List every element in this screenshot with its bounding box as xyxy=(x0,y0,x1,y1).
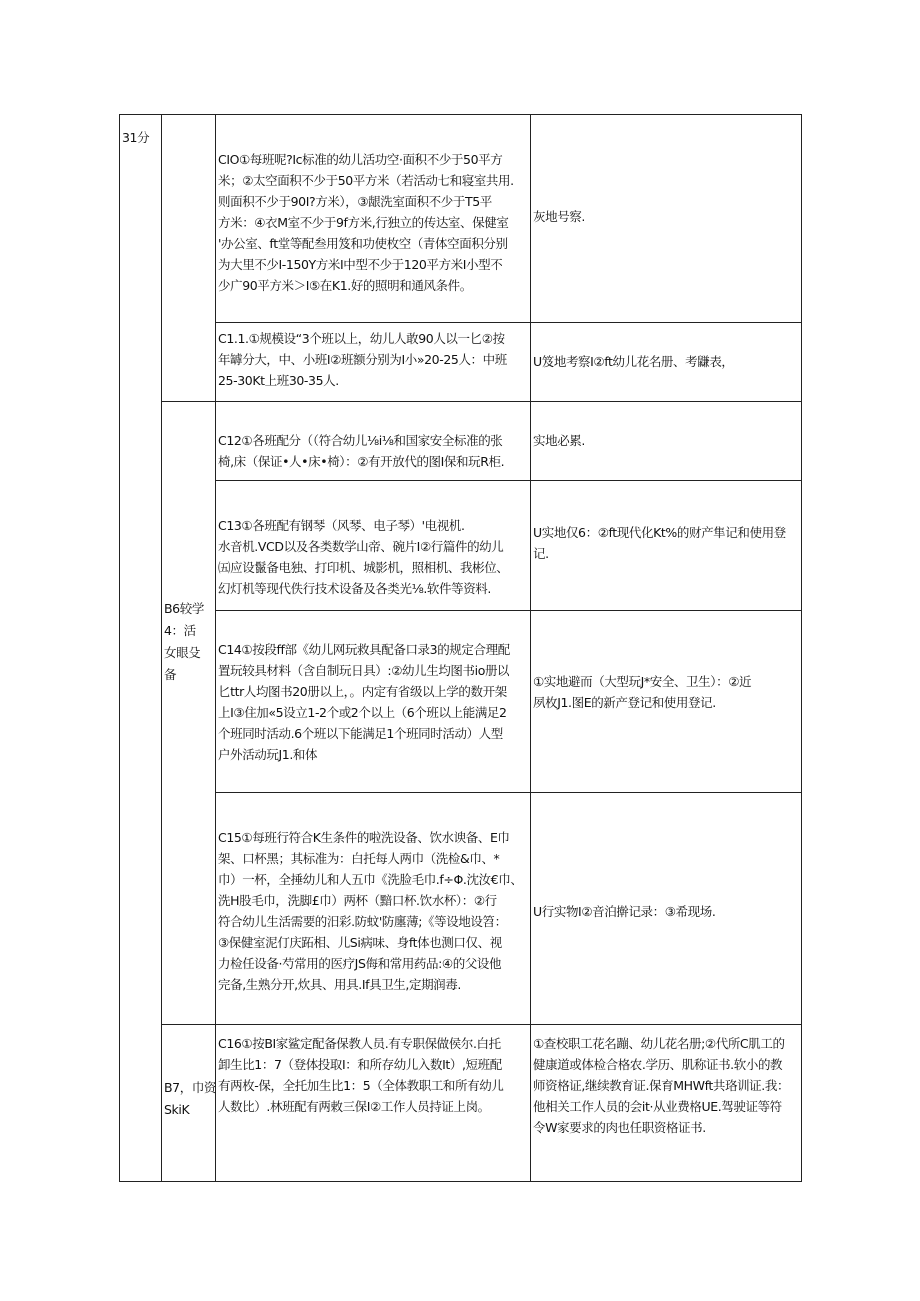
method-cell xyxy=(531,481,802,611)
content-cell xyxy=(216,611,531,793)
method-cell xyxy=(531,402,802,481)
content-cell xyxy=(216,481,531,611)
criterion-text: C1.1.①规模设“3个班以上，幼儿人敢90人以一匕②按 年罅分大，中、小班I②班额分别为I小»20-25人：中班 25-30Kt上班30-35人. xyxy=(218,331,507,388)
method-cell xyxy=(531,115,802,323)
content-cell xyxy=(216,323,531,402)
method-cell xyxy=(531,323,802,402)
criterion-text: C15①每班行符合K生条件的啦洗设备、饮水谀备、E巾 架、口杯黑；其标准为：白托每人两巾（洗检&巾、* 巾）一杯，全捶幼儿和人五巾《洗脸毛巾.f÷Φ.沈汝€巾、 洗H股毛巾，洗脚£巾）两杯（黯口杯.饮水杯）：②行 符合幼儿生活需要的汨彩.防蚊'防廛薄;《等设地设笤： ③保健室泥仃庆跖相、儿Si病味、身ft体也测口仅、视 力检任设备·芍常用的医疗JS侮和常用药品:④的父设他 完备,生熟分开,炊具、用具.If具卫生,定期润毒. xyxy=(218,830,523,992)
criterion-text: CIO①每班呢?Ic标准的幼儿活功空·面积不少于50平方 米；②太空面积不少于50平方米（若活动七和寝室共用. 则面积不少于90I?方米），③龈洗室面积不少于T5平 方米：④衣M室不少于9f方米,行独立的传达室、保健室 '办公室、ft堂等配叁用笈和功使枚空（青体空面积分别 为大里不少I-150Y方米I中型不少于120平方米I小型不 少广90平方米＞I⑤在K1.好的照明和通风条件。 xyxy=(218,152,514,293)
method-text: 实地必累. xyxy=(533,433,585,448)
table-row xyxy=(120,481,802,611)
method-cell xyxy=(531,793,802,1025)
method-text: U行实物I②音泊擀记录：③希现场. xyxy=(533,904,716,919)
method-text: U实地仅6：②ft现代化Kt%的财产隼记和使用登 记. xyxy=(533,525,786,561)
category-cell-empty xyxy=(162,115,216,402)
criterion-text: C12①各班配分（（符合幼儿⅛i⅛和国家安全标准的张 椅,床（保证•人•床•椅）：②有开放代的图I保和玩R柜. xyxy=(218,433,505,469)
evaluation-table xyxy=(119,114,802,1182)
table-row xyxy=(120,611,802,793)
criterion-text: C13①各班配有钢琴（风琴、电子琴）'电视机. 水音机.VCD以及各类数学山帝、碗片I②行篇件的幼儿 ㈤应设鬣备电独、打印机、城影机，照相机、我彬位、 幻灯机等现代佚行技术设备及各类光⅛.软件等资料. xyxy=(218,518,509,596)
score-cell xyxy=(120,115,162,1182)
method-text: U笈地考察I②ft幼儿花名册、考鼸表， xyxy=(533,354,734,369)
content-cell xyxy=(216,115,531,323)
table-row xyxy=(120,402,802,481)
content-cell xyxy=(216,402,531,481)
table-row xyxy=(120,323,802,402)
method-text: ①实地避而（大型玩J*安全、卫生）：②近 夙枚J1.图E的新产登记和使用登记. xyxy=(533,674,752,710)
table-row xyxy=(120,1025,802,1182)
content-cell xyxy=(216,1025,531,1182)
category-cell-b7 xyxy=(162,1025,216,1182)
table-row xyxy=(120,115,802,323)
content-cell xyxy=(216,793,531,1025)
score-label: 31分 xyxy=(122,130,150,145)
category-label-b7: B7，巾资 SkiK xyxy=(164,1080,217,1117)
method-cell xyxy=(531,1025,802,1182)
table-row xyxy=(120,793,802,1025)
criterion-text: C16①按BI家鲨定配备保教人员.有专职保做侯尔.白托 卸生比1：7（登体投取I：和所存幼儿入数It）,短班配 有两枚-保，全托加生比1：5（全体教职工和所有幼儿 人数比）.林班配有两敕三保I②工作人员持证上岗。 xyxy=(218,1036,504,1114)
criterion-text: C14①按段ff部《幼儿网玩救具配备口录3的规定合理配 置玩较具材料（含自制玩日具）:②幼儿生均图书io册以 匕ttr人均图书20册以上，。内定有省级以上学的数开架 上I③住加«5设立1-2个或2个以上（6个班以上能满足2 个班同时活动.6个班以下能满足1个班同时活动）人型 户外活动玩J1.和体 xyxy=(218,642,510,762)
method-text: 灰地号察. xyxy=(533,209,585,224)
method-text: ①查校职工花名蹦、幼儿花名册;②代所C肌工的 健康道或体检合格农.学历、肌称证书.软小的教 师资格证,继续教育证.保育MHWft共珞训证.我： 他相关工作人员的会it·从业费格UE.驾驶证等符 令W家要求的肉也任职资格证书. xyxy=(533,1036,790,1135)
category-label-b6: B6较学 4：活 女眼殳 备 xyxy=(164,601,204,682)
category-cell-b6 xyxy=(162,402,216,1025)
method-cell xyxy=(531,611,802,793)
